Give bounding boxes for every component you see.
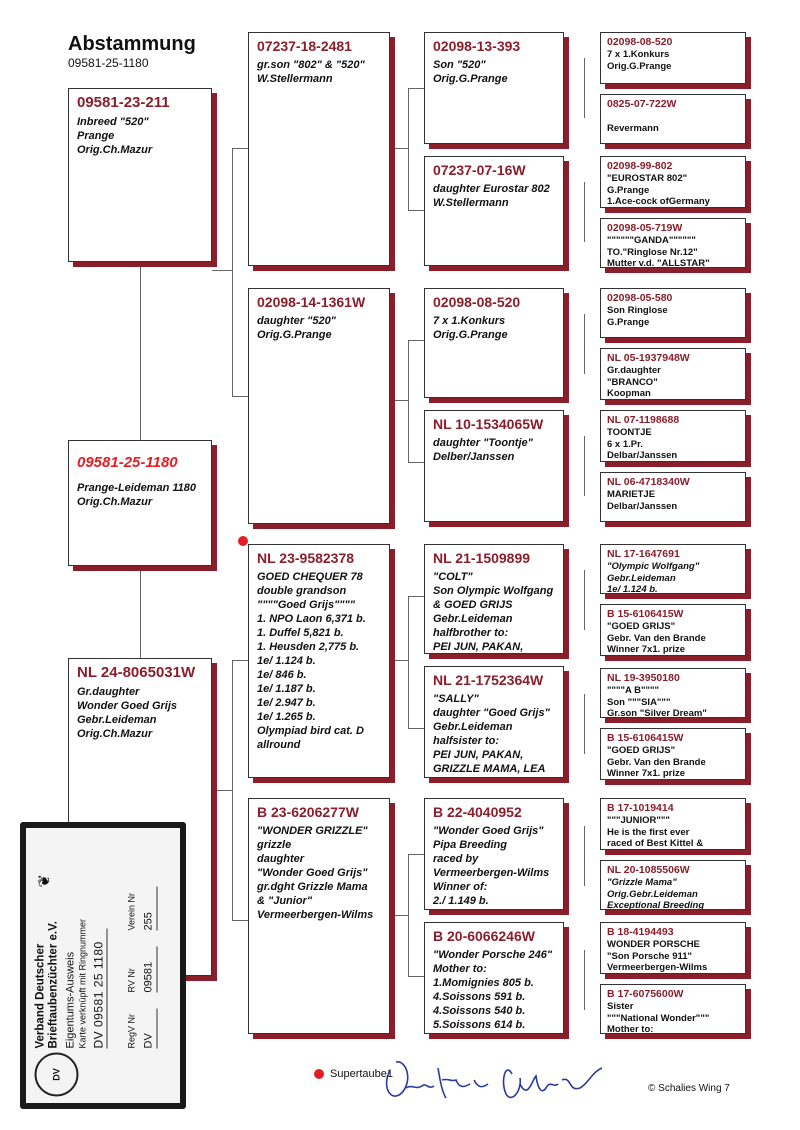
dam-line: Gebr.Leideman bbox=[77, 714, 157, 726]
pedigree-line: "Olympic Wolfgang" bbox=[607, 561, 700, 572]
ring-number: NL 17-1647691 bbox=[607, 548, 680, 560]
ring-number: B 17-1019414 bbox=[607, 802, 674, 814]
pedigree-line: Vermeerbergen-Wilms bbox=[607, 962, 708, 973]
pedigree-line: allround bbox=[257, 739, 301, 751]
pedigree-line: 1e/ 1.265 b. bbox=[257, 711, 316, 723]
sire-line: Prange bbox=[77, 130, 115, 142]
legend-dot-icon bbox=[314, 1069, 324, 1079]
connector bbox=[408, 976, 424, 977]
pedigree-line: """JUNIOR""" bbox=[607, 815, 670, 826]
pedigree-line: 1e/ 2.947 b. bbox=[257, 697, 316, 709]
pedigree-line: Delbar/Janssen bbox=[607, 500, 678, 512]
ring-number: B 22-4040952 bbox=[433, 804, 522, 820]
connector bbox=[212, 270, 232, 271]
pedigree-line: raced by bbox=[433, 853, 479, 865]
pedigree-line: Winner of: bbox=[433, 881, 488, 893]
pedigree-line: Exceptional Breeding bbox=[607, 900, 705, 910]
pedigree-line: Gr.son "Silver Dream" bbox=[607, 708, 707, 718]
gen3-card[interactable] bbox=[424, 288, 564, 398]
pedigree-line: "Wonder Porsche 246" bbox=[433, 949, 553, 961]
pedigree-line: 5.Soissons 614 b. bbox=[433, 1019, 526, 1031]
pedigree-line bbox=[607, 111, 739, 123]
connector bbox=[584, 826, 585, 886]
pedigree-line: Son "520" bbox=[433, 59, 486, 71]
pedigree-line: Mother to: bbox=[607, 1024, 654, 1034]
subject-ring: 09581-25-1180 bbox=[77, 454, 178, 471]
connector bbox=[232, 920, 248, 921]
credit: © Schalies Wing 7 bbox=[648, 1083, 730, 1094]
pedigree-line: Orig.G.Prange bbox=[607, 60, 672, 72]
connector bbox=[212, 790, 232, 791]
gen4-card[interactable] bbox=[600, 348, 746, 400]
connector bbox=[584, 436, 585, 496]
ring-number: NL 10-1534065W bbox=[433, 416, 544, 432]
connector bbox=[408, 596, 409, 728]
connector bbox=[390, 148, 408, 149]
pedigree-line: Gebr.Leideman bbox=[607, 572, 676, 584]
signature bbox=[382, 1050, 622, 1110]
card-note: Karte verknüpft mit Ringnummer bbox=[77, 918, 88, 1049]
connector bbox=[408, 340, 424, 341]
ring-number: B 18-4194493 bbox=[607, 926, 674, 938]
ring-number: B 17-6075600W bbox=[607, 988, 684, 1000]
connector bbox=[232, 148, 248, 149]
pedigree-line: "Son Porsche 911" bbox=[607, 950, 693, 962]
pedigree-line: 1.Momignies 805 b. bbox=[433, 977, 534, 989]
pedigree-line: Koopman bbox=[607, 388, 651, 399]
pedigree-line: daughter "Goed Grijs" bbox=[433, 707, 550, 719]
gen4-card[interactable] bbox=[600, 668, 746, 718]
ring-number: NL 07-1198688 bbox=[607, 414, 680, 426]
pedigree-line: 6 x 1.Pr. bbox=[607, 438, 643, 450]
gen3-card[interactable] bbox=[424, 544, 564, 654]
ring-number: 02098-13-393 bbox=[433, 38, 521, 54]
dam-ring: NL 24-8065031W bbox=[77, 664, 196, 681]
connector bbox=[408, 340, 409, 462]
pedigree-line: "WONDER GRIZZLE" bbox=[257, 825, 368, 837]
pedigree-line: & GOED GRIJS bbox=[433, 599, 513, 611]
pedigree-line: Winner 7x1. prize bbox=[607, 768, 686, 779]
pedigree-line: TOONTJE bbox=[607, 427, 652, 438]
gen3-card[interactable] bbox=[424, 156, 564, 266]
ring-number: 07237-18-2481 bbox=[257, 38, 352, 54]
pedigree-line: Vermeerbergen-Wilms bbox=[433, 867, 550, 879]
connector bbox=[140, 566, 141, 658]
ring-number: NL 23-9582378 bbox=[257, 550, 355, 566]
pedigree-line: 1. Duffel 5,821 b. bbox=[257, 627, 344, 639]
pedigree-line: Winner 7x1. prize bbox=[607, 644, 686, 655]
ring-number: 02098-99-802 bbox=[607, 160, 673, 172]
pedigree-line: "SALLY" bbox=[433, 693, 479, 705]
ring-number: 02098-14-1361W bbox=[257, 294, 366, 310]
sire-card[interactable] bbox=[68, 88, 212, 262]
verein-value: 255 bbox=[142, 912, 155, 931]
pedigree-line: G.Prange bbox=[607, 184, 650, 196]
pedigree-line: Delbar/Janssen bbox=[607, 450, 678, 461]
connector bbox=[408, 596, 424, 597]
connector bbox=[584, 182, 585, 242]
gen4-card[interactable] bbox=[600, 32, 746, 84]
pedigree-line: """"Goed Grijs"""" bbox=[257, 599, 355, 611]
pedigree-line: Vermeerbergen-Wilms bbox=[257, 909, 374, 921]
pedigree-line: Orig.G.Prange bbox=[257, 329, 332, 341]
ring-number: B 15-6106415W bbox=[607, 732, 684, 744]
pedigree-line: "Grizzle Mama" bbox=[607, 877, 677, 888]
ring-number: NL 19-3950180 bbox=[607, 672, 680, 684]
pigeon-icon: ❦ bbox=[36, 874, 54, 888]
pedigree-line: gr.dght Grizzle Mama bbox=[257, 881, 368, 893]
gen4-card[interactable] bbox=[600, 218, 746, 268]
connector bbox=[408, 728, 424, 729]
pedigree-line: daughter "Toontje" bbox=[433, 437, 533, 449]
rv-label: RV Nr bbox=[126, 968, 137, 993]
gen4-card[interactable] bbox=[600, 156, 746, 208]
gen3-card[interactable] bbox=[424, 32, 564, 144]
page-title: Abstammung bbox=[68, 33, 196, 55]
ring-number: 02098-08-520 bbox=[607, 36, 673, 48]
ring-number: NL 21-1752364W bbox=[433, 672, 544, 688]
supertaube-marker bbox=[238, 536, 248, 546]
gen4-card[interactable] bbox=[600, 544, 746, 594]
gen3-card[interactable] bbox=[424, 798, 564, 910]
pedigree-line: W.Stellermann bbox=[433, 197, 509, 209]
regv-value: DV bbox=[142, 1033, 155, 1049]
gen4-card[interactable] bbox=[600, 288, 746, 338]
gen3-card[interactable] bbox=[424, 666, 564, 778]
dv-logo-icon: DV bbox=[35, 1053, 79, 1097]
ring-number: 02098-05-719W bbox=[607, 222, 683, 234]
connector bbox=[408, 88, 409, 210]
pedigree-line: halfsister to: bbox=[433, 735, 500, 747]
dam-line: Orig.Ch.Mazur bbox=[77, 728, 153, 740]
pedigree-line: halfbrother to: bbox=[433, 627, 509, 639]
ring-number: 07237-07-16W bbox=[433, 162, 526, 178]
pedigree-line: 1. NPO Laon 6,371 b. bbox=[257, 613, 366, 625]
ring-number: NL 20-1085506W bbox=[607, 864, 690, 876]
pedigree-line: Gr.daughter bbox=[607, 365, 661, 376]
subject-line: Orig.Ch.Mazur bbox=[77, 496, 153, 508]
ring-number: B 23-6206277W bbox=[257, 804, 359, 820]
connector bbox=[584, 950, 585, 1010]
connector bbox=[408, 210, 424, 211]
pedigree-line: Orig.G.Prange bbox=[433, 329, 508, 341]
pedigree-line: "GOED GRIJS" bbox=[607, 621, 676, 632]
ring-number: 0825-07-722W bbox=[607, 98, 677, 110]
pedigree-line: daughter "520" bbox=[257, 315, 336, 327]
connector bbox=[232, 660, 233, 920]
subject-ring-header: 09581-25-1180 bbox=[68, 56, 149, 70]
pedigree-line: 1e/ 1.124 b. bbox=[607, 584, 658, 594]
pedigree-line: He is the first ever bbox=[607, 826, 690, 838]
pedigree-line: """"A B"""" bbox=[607, 685, 660, 696]
ring-number: NL 06-4718340W bbox=[607, 476, 690, 488]
pedigree-line: gr.son "802" & "520" bbox=[257, 59, 365, 71]
pedigree-line: Son Olympic Wolfgang bbox=[433, 585, 554, 597]
pedigree-line: PEI JUN, PAKAN, bbox=[433, 641, 524, 653]
ring-number: 02098-08-520 bbox=[433, 294, 521, 310]
dam-line: Wonder Goed Grijs bbox=[77, 700, 178, 712]
pedigree-line: Orig.Gebr.Leideman bbox=[607, 888, 698, 900]
pedigree-line: Gebr. Van den Brande bbox=[607, 632, 706, 644]
sire-line: Orig.Ch.Mazur bbox=[77, 144, 153, 156]
pedigree-line: G.Prange bbox=[607, 316, 650, 328]
pedigree-line: MARIETJE bbox=[607, 489, 656, 500]
gen4-card[interactable] bbox=[600, 472, 746, 522]
pedigree-line: PEI JUN, PAKAN, bbox=[433, 749, 524, 761]
pedigree-line: 7 x 1.Konkurs bbox=[433, 315, 506, 327]
gen4-card[interactable] bbox=[600, 922, 746, 974]
subject-card[interactable] bbox=[68, 440, 212, 566]
pedigree-line: Sister bbox=[607, 1001, 634, 1012]
pedigree-line: "BRANCO" bbox=[607, 376, 658, 388]
sire-line: Inbreed "520" bbox=[77, 116, 149, 128]
pedigree-line: TO."Ringlose Nr.12" bbox=[607, 246, 698, 258]
subject-line: Prange-Leideman 1180 bbox=[77, 482, 197, 494]
connector bbox=[390, 660, 408, 661]
pedigree-line: Mother to: bbox=[433, 963, 487, 975]
pedigree-line: raced of Best Kittel & bbox=[607, 838, 704, 849]
pedigree-line: Gebr.Leideman bbox=[433, 721, 513, 733]
card-title: Eigentums-Ausweis bbox=[64, 951, 77, 1049]
gen2-card[interactable] bbox=[248, 288, 390, 524]
pedigree-line: "EUROSTAR 802" bbox=[607, 173, 688, 184]
dam-line: Gr.daughter bbox=[77, 686, 140, 698]
gen3-card[interactable] bbox=[424, 922, 564, 1034]
pedigree-line: double grandson bbox=[257, 585, 347, 597]
pedigree-line: daughter bbox=[257, 853, 305, 865]
card-org: Verband Deutscher Brieftaubenzüchter e.V. bbox=[34, 921, 60, 1049]
pedigree-line: 4.Soissons 591 b. bbox=[433, 991, 526, 1003]
pedigree-line: Orig.G.Prange bbox=[433, 73, 508, 85]
pedigree-line: "Wonder Goed Grijs" bbox=[257, 867, 368, 879]
pedigree-line: """National Wonder""" bbox=[607, 1012, 710, 1024]
pedigree-line: 4.Soissons 540 b. bbox=[433, 1005, 526, 1017]
rv-value: 09581 bbox=[142, 961, 155, 993]
pedigree-line: Son Ringlose bbox=[607, 305, 668, 316]
pedigree-line: Pipa Breeding bbox=[433, 839, 507, 851]
ring-number: 02098-05-580 bbox=[607, 292, 673, 304]
pedigree-line: "COLT" bbox=[433, 571, 473, 583]
pedigree-line: 2./ 1.149 b. bbox=[433, 895, 489, 907]
pedigree-line: 1e/ 1.124 b. bbox=[257, 655, 316, 667]
ring-number: B 20-6066246W bbox=[433, 928, 535, 944]
gen4-card[interactable] bbox=[600, 984, 746, 1034]
pedigree-line: "Wonder Goed Grijs" bbox=[433, 825, 544, 837]
gen4-card[interactable] bbox=[600, 860, 746, 910]
pedigree-line: daughter Eurostar 802 bbox=[433, 183, 550, 195]
connector bbox=[408, 854, 424, 855]
verein-label: Verein Nr bbox=[126, 892, 137, 931]
pedigree-line: Revermann bbox=[607, 122, 659, 134]
pedigree-line: W.Stellermann bbox=[257, 73, 333, 85]
ring-number: NL 05-1937948W bbox=[607, 352, 690, 364]
pedigree-line: Gebr. Van den Brande bbox=[607, 756, 706, 768]
pedigree-line: 7 x 1.Konkurs bbox=[607, 49, 670, 60]
pedigree-line: Son """SIA""" bbox=[607, 696, 671, 708]
card-ring: DV 09581 25 1180 bbox=[91, 941, 106, 1049]
connector bbox=[390, 915, 408, 916]
pedigree-line: 1.Ace-cock ofGermany bbox=[607, 196, 710, 207]
gen4-card[interactable] bbox=[600, 94, 746, 144]
pedigree-line: 1e/ 1.187 b. bbox=[257, 683, 316, 695]
gen2-card[interactable] bbox=[248, 544, 390, 778]
gen4-card[interactable] bbox=[600, 728, 746, 780]
pedigree-line: """"""GANDA"""""" bbox=[607, 235, 696, 246]
regv-label: RegV Nr bbox=[126, 1013, 137, 1049]
pedigree-line: Mutter v.d. "ALLSTAR" bbox=[607, 258, 710, 268]
pedigree-line: Delber/Janssen bbox=[433, 451, 515, 463]
connector bbox=[408, 462, 424, 463]
sire-ring: 09581-23-211 bbox=[77, 94, 170, 111]
legend-label: Supertaube1 bbox=[330, 1068, 393, 1080]
connector bbox=[408, 854, 409, 976]
gen2-card[interactable] bbox=[248, 32, 390, 266]
connector bbox=[140, 262, 141, 440]
pedigree-line: "GOED GRIJS" bbox=[607, 745, 676, 756]
gen4-card[interactable] bbox=[600, 410, 746, 462]
connector bbox=[408, 88, 424, 89]
pedigree-line: & "Junior" bbox=[257, 895, 313, 907]
pedigree-line: Olympiad bird cat. D bbox=[257, 725, 364, 737]
gen3-card[interactable] bbox=[424, 410, 564, 522]
pedigree-line: GRIZZLE MAMA, LEA bbox=[433, 763, 546, 775]
ownership-card bbox=[20, 822, 186, 1109]
connector bbox=[584, 570, 585, 630]
connector bbox=[232, 660, 248, 661]
ring-number: NL 21-1509899 bbox=[433, 550, 531, 566]
connector bbox=[232, 396, 248, 397]
pedigree-line: GOED CHEQUER 78 bbox=[257, 571, 363, 583]
pedigree-line: Gebr.Leideman bbox=[433, 613, 513, 625]
svg-text:Oerzkfin Mozer: Oerzkfin Mozer bbox=[382, 1050, 389, 1051]
gen4-card[interactable] bbox=[600, 604, 746, 656]
ring-number: B 15-6106415W bbox=[607, 608, 684, 620]
connector bbox=[584, 694, 585, 754]
pedigree-line: grizzle bbox=[257, 839, 292, 851]
pedigree-line: 1. Heusden 2,775 b. bbox=[257, 641, 360, 653]
connector bbox=[584, 58, 585, 118]
connector bbox=[584, 314, 585, 374]
connector bbox=[232, 148, 233, 396]
pedigree-line: 1e/ 846 b. bbox=[257, 669, 307, 681]
pedigree-line: WONDER PORSCHE bbox=[607, 939, 700, 950]
gen4-card[interactable] bbox=[600, 798, 746, 850]
connector bbox=[390, 400, 408, 401]
gen2-card[interactable] bbox=[248, 798, 390, 1034]
